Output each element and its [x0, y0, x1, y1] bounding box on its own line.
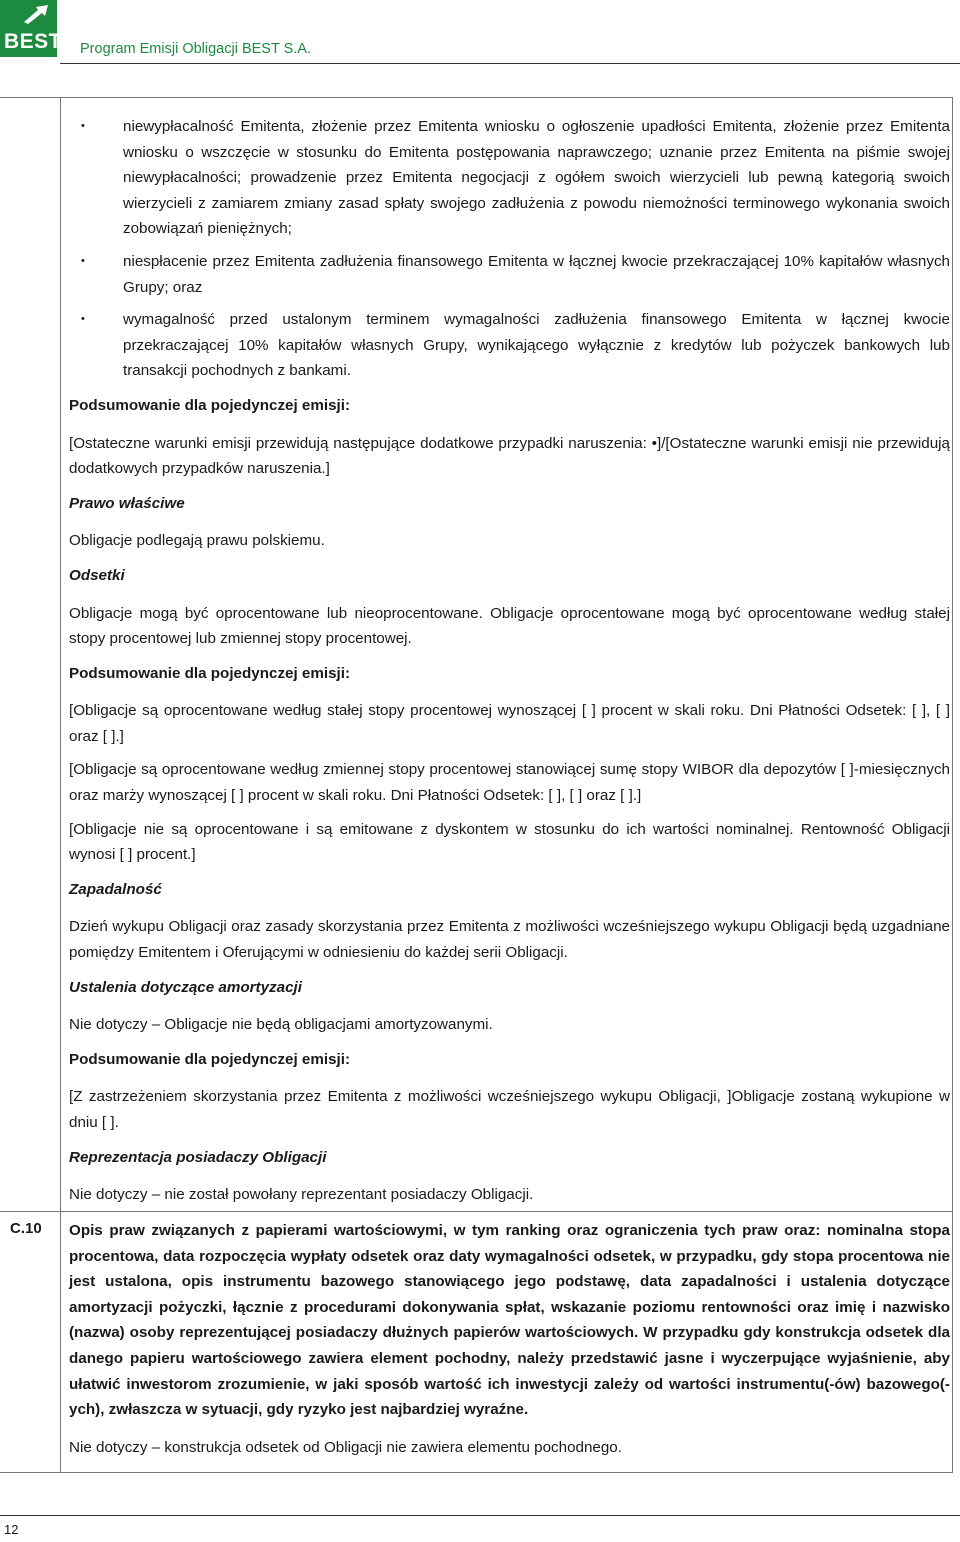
- summary-text: [Ostateczne warunki emisji przewidują następujące dodatkowe przypadki naruszenia: •]/[Ostateczne warunki emisji nie przewidują dodatkowych przypadków naruszenia.]: [69, 434, 950, 478]
- list-item: [69, 249, 950, 300]
- page-number: 12: [4, 1522, 19, 1537]
- section-number: C.10: [10, 1220, 42, 1237]
- summary-heading: Podsumowanie dla pojedynczej emisji:: [69, 396, 351, 414]
- summary-heading: Podsumowanie dla pojedynczej emisji:: [69, 664, 351, 682]
- event-list: [69, 114, 950, 384]
- list-item-text: niewypłacalność Emitenta, złożenie przez Emitenta wniosku o ogłoszenie upadłości Emitenta, złożenie przez Emitenta wniosku o wszczęcie w stosunku do Emitenta postępowania naprawczego; uznanie przez Emitenta na piśmie swojej niewypłacalności; prowadzenie przez Emitenta negocjacji z ogółem swoich wierzycieli lub pewną kategorią swoich wierzycieli z zamiarem zmiany zasad spłaty swojego zadłużenia z powodu niemożności terminowego wykonania swoich zobowiązań pieniężnych;: [123, 118, 950, 238]
- logo-text: BEST: [4, 30, 63, 53]
- summary-text: [Obligacje są oprocentowane według stałej stopy procentowej wynoszącej [ ] procent w skali roku. Dni Płatności Odsetek: [ ], [ ] oraz [ ].]: [69, 702, 950, 745]
- row-content: [69, 114, 950, 1216]
- list-item-text: niespłacenie przez Emitenta zadłużenia finansowego Emitenta w łącznej kwocie przekraczającej 10% kapitałów własnych Grupy; oraz: [123, 252, 950, 296]
- summary-heading: Podsumowanie dla pojedynczej emisji:: [69, 1050, 351, 1068]
- representation-heading: Reprezentacja posiadaczy Obligacji: [69, 1148, 327, 1166]
- maturity-text: Dzień wykupu Obligacji oraz zasady skorzystania przez Emitenta z możliwości wcześniejszego wykupu Obligacji będą uzgadniane pomiędzy Emitentem i Oferującymi w odniesieniu do każdej serii Obligacji.: [69, 918, 950, 962]
- list-item: [69, 114, 950, 242]
- bullet-icon: •: [81, 313, 85, 326]
- summary-text: [Obligacje nie są oprocentowane i są emitowane z dyskontem w stosunku do ich wartości nominalnej. Rentowność Obligacji wynosi [ ] procent.]: [69, 820, 950, 864]
- column-divider: [60, 97, 61, 1473]
- bullet-icon: •: [81, 120, 85, 132]
- maturity-heading: Zapadalność: [69, 880, 162, 898]
- law-text: Obligacje podlegają prawu polskiemu.: [69, 532, 325, 550]
- bullet-icon: •: [81, 254, 85, 267]
- page-header: [0, 0, 960, 66]
- summary-text: [Obligacje są oprocentowane według zmiennej stopy procentowej stanowiącej sumę stopy WIBOR dla depozytów [ ]-miesięcznych oraz marży wynoszącej [ ] procent w skali roku. Dni Płatności Odsetek: [ ], [ ] oraz [ ].]: [69, 761, 950, 805]
- law-heading: Prawo właściwe: [69, 494, 185, 512]
- amortization-heading: Ustalenia dotyczące amortyzacji: [69, 978, 302, 996]
- list-item: [69, 307, 950, 384]
- document-title: Program Emisji Obligacji BEST S.A.: [80, 41, 311, 57]
- best-logo: [0, 0, 63, 57]
- representation-text: Nie dotyczy – nie został powołany reprezentant posiadaczy Obligacji.: [69, 1186, 534, 1204]
- list-item-text: wymagalność przed ustalonym terminem wymagalności zadłużenia finansowego Emitenta w łącznej kwocie przekraczającej 10% kapitałów własnych Grupy, wynikającego wyłącznie z kredytów lub pożyczek bankowych lub transakcji pochodnych z bankami.: [123, 311, 950, 380]
- interest-text: Obligacje mogą być oprocentowane lub nieoprocentowane. Obligacje oprocentowane mogą być oprocentowane według stałej stopy procentowej lub zmiennej stopy procentowej.: [69, 604, 950, 648]
- c10-content: [69, 1218, 950, 1460]
- summary-text: [Z zastrzeżeniem skorzystania przez Emitenta z możliwości wcześniejszego wykupu Obligacji, ]Obligacje zostaną wykupione w dniu [ ].: [69, 1088, 950, 1131]
- amortization-text: Nie dotyczy – Obligacje nie będą obligacjami amortyzowanymi.: [69, 1016, 493, 1034]
- c10-heading: Opis praw związanych z papierami wartościowymi, w tym ranking oraz ograniczenia tych praw oraz: nominalna stopa procentowa, data rozpoczęcia wypłaty odsetek oraz daty wymagalności odsetek, w przypadku, gdy stopa procentowa nie jest ustalona, opis instrumentu bazowego stanowiącego jego podstawę, data zapadalności i ustalenia dotyczące amortyzacji pożyczki, łącznie z procedurami dokonywania spłat, wskazanie poziomu rentowności oraz imię i nazwisko (nazwa) osoby reprezentującej posiadaczy dłużnych papierów wartościowych. W przypadku gdy konstrukcja odsetek dla danego papieru wartościowego zawiera element pochodny, należy przedstawić jasne i wyczerpujące wyjaśnienie, aby ułatwić inwestorom zrozumienie, w jaki sposób wartość ich inwestycji zależy od wartości instrumentu(-ów) bazowego(-ych), zwłaszcza w sytuacji, gdy ryzyko jest najbardziej wyraźne.: [69, 1222, 950, 1419]
- footer-divider: [0, 1515, 960, 1516]
- interest-heading: Odsetki: [69, 566, 125, 584]
- c10-text: Nie dotyczy – konstrukcja odsetek od Obligacji nie zawiera elementu pochodnego.: [69, 1438, 622, 1456]
- logo-arrow-icon: [22, 4, 50, 24]
- header-divider: [60, 63, 960, 64]
